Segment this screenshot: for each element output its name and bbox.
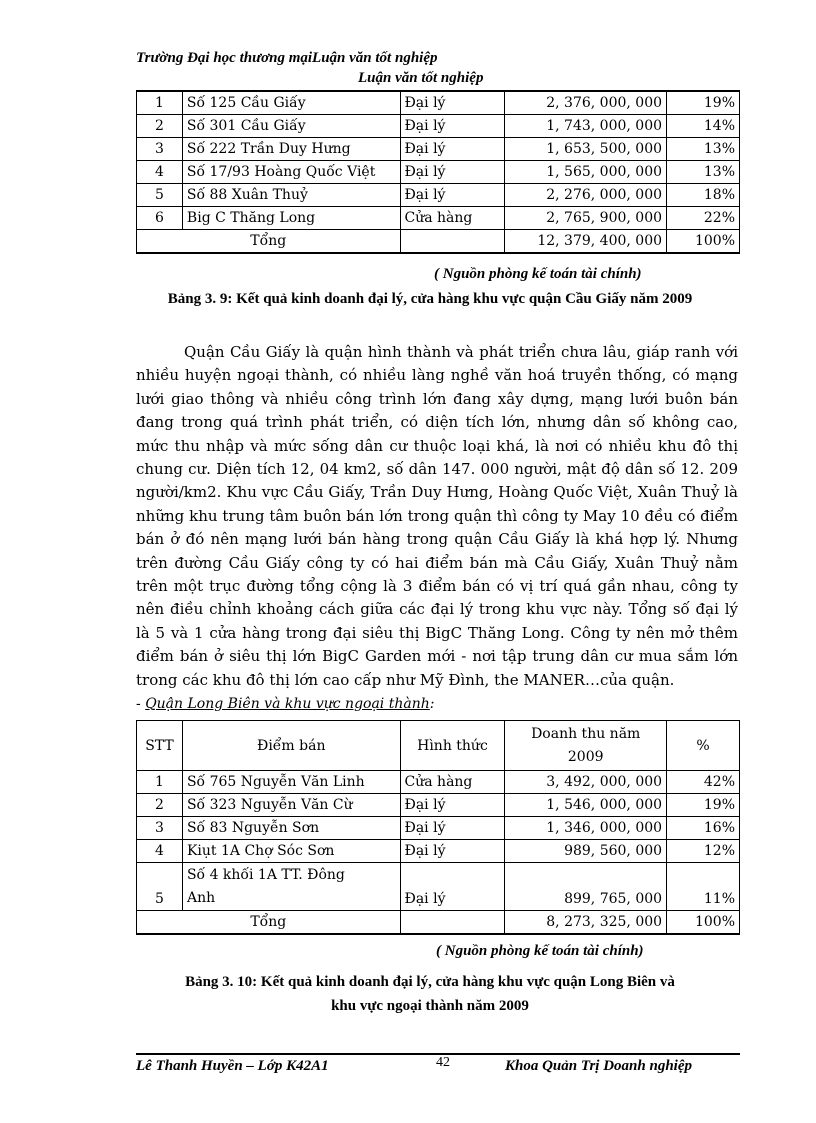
cell-amount: 2, 276, 000, 000 [505,184,667,207]
header-stt: STT [137,721,183,771]
table-total-row [137,911,740,935]
cell-place: Số 765 Nguyễn Văn Linh [182,771,400,794]
cell-amount: 1, 546, 000, 000 [505,794,667,817]
header-revenue-line1: Doanh thu năm [531,725,641,742]
cell-amount: 1, 565, 000, 000 [505,161,667,184]
table-row [137,817,740,840]
cell-place-line2: Anh [186,889,216,906]
footer-faculty: Khoa Quản Trị Doanh nghiệp [505,1058,693,1074]
cell-place: Số 323 Nguyễn Văn Cừ [182,794,400,817]
footer-author: Lê Thanh Huyền – Lớp K42A1 [136,1058,329,1074]
cell-place-line1: Số 4 khối 1A TT. Đông [186,866,345,883]
body-paragraph: Quận Cầu Giấy là quận hình thành và phát triển chưa lâu, giáp ranh với nhiều huyện ngoại thành, có nhiều làng nghề văn hoá truyền thống, có mạng lưới giao thông và nhiều công trình lớn đang xây dựng, mạng lưới buôn bán đang trong quá trình phát triển, có diện tích lớn, nhưng dân số không cao, mức thu nhập và mức sống dân cư thuộc loại khá, là nơi có nhiều khu đô thị chung cư. Diện tích 12, 04 km2, số dân 147. 000 người, mật độ dân số 12. 209 người/km2. Khu vực Cầu Giấy, Trần Duy Hưng, Hoàng Quốc Việt, Xuân Thuỷ là những khu trung tâm buôn bán lớn trong quận thì công ty May 10 đều có điểm bán ở đó nên mạng lưới bán hàng trong quận Cầu Giấy là khá hợp lý. Nhưng trên đường Cầu Giấy công ty có hai điểm bán mà Cầu Giấy, Xuân Thuỷ nằm trên một trục đường tổng cộng là 3 điểm bán có vị trí quá gần nhau, công ty nên điều chỉnh khoảng cách giữa các đại lý trong khu vực này. Tổng số đại lý là 5 và 1 cửa hàng trong đại siêu thị BigC Thăng Long. Công ty nên mở thêm điểm bán ở siêu thị lớn BigC Garden mới - nơi tập trung dân cư mua sắm lớn trong các khu đô thị lớn cao cấp như Mỹ Đình, the MANER…của quận. [136,343,738,689]
cell-place: Số 17/93 Hoàng Quốc Việt [182,161,400,184]
cell-place: Kiụt 1A Chợ Sóc Sơn [182,840,400,863]
total-percent: 100% [667,230,740,254]
cell-place: Big C Thăng Long [182,207,400,230]
table-header-row [137,721,740,771]
cell-form: Đại lý [400,161,505,184]
table1-source: ( Nguồn phòng kế toán tài chính) [434,266,642,282]
total-label: Tổng [137,911,401,935]
cell-stt: 6 [137,207,183,230]
header-place: Điểm bán [182,721,400,771]
cell-amount: 1, 346, 000, 000 [505,817,667,840]
cell-form: Đại lý [400,794,505,817]
cell-form: Đại lý [400,138,505,161]
cell-stt: 5 [137,863,183,911]
section-heading [136,696,434,712]
cell-amount: 2, 765, 900, 000 [505,207,667,230]
cell-percent: 18% [667,184,740,207]
cell-percent: 16% [667,817,740,840]
cell-stt: 2 [137,115,183,138]
cell-place: Số 125 Cầu Giấy [182,92,400,115]
cell-percent: 12% [667,840,740,863]
cell-form: Cửa hàng [400,207,505,230]
table-row [137,92,740,115]
cell-amount: 2, 376, 000, 000 [505,92,667,115]
table-row [137,840,740,863]
cell-place [182,863,400,911]
table-row [137,794,740,817]
cell-percent: 13% [667,161,740,184]
cell-percent: 11% [667,863,740,911]
cell-stt: 1 [137,92,183,115]
cell-stt: 1 [137,771,183,794]
total-amount: 12, 379, 400, 000 [505,230,667,254]
cell-percent: 19% [667,92,740,115]
table1-caption: Bảng 3. 9: Kết quả kinh doanh đại lý, cửa hàng khu vực quận Cầu Giấy năm 2009 [167,291,693,307]
cell-place: Số 222 Trần Duy Hưng [182,138,400,161]
cell-amount: 989, 560, 000 [505,840,667,863]
cell-amount: 899, 765, 000 [505,863,667,911]
header-form: Hình thức [400,721,505,771]
cell-percent: 19% [667,794,740,817]
table-row [137,184,740,207]
cell-amount: 1, 653, 500, 000 [505,138,667,161]
cell-percent: 13% [667,138,740,161]
table2-caption [100,970,760,1018]
cell-percent: 14% [667,115,740,138]
table2-source: ( Nguồn phòng kế toán tài chính) [436,943,644,959]
cell-stt: 5 [137,184,183,207]
section-title: Quận Long Biên và khu vực ngoại thành [145,696,430,712]
cell-place: Số 301 Cầu Giấy [182,115,400,138]
cell-form: Đại lý [400,817,505,840]
table-row [137,138,740,161]
header-percent: % [667,721,740,771]
table-total-row [137,230,740,254]
table-row [137,115,740,138]
header-thesis-title: Luận văn tốt nghiệp [358,70,484,86]
cell-form: Đại lý [400,92,505,115]
header-school-title: Trường Đại học thương mạiLuận văn tốt nghiệp [136,50,438,66]
cell-form: Đại lý [400,840,505,863]
cell-form: Đại lý [400,863,505,911]
cell-amount: 3, 492, 000, 000 [505,771,667,794]
table-long-bien [136,720,740,935]
table-row [137,161,740,184]
cell-place: Số 88 Xuân Thuỷ [182,184,400,207]
cell-percent: 22% [667,207,740,230]
cell-form: Cửa hàng [400,771,505,794]
total-empty [400,230,505,254]
cell-stt: 3 [137,817,183,840]
cell-stt: 4 [137,161,183,184]
cell-form: Đại lý [400,115,505,138]
table-row [137,207,740,230]
cell-stt: 3 [137,138,183,161]
table2-caption-line2: khu vực ngoại thành năm 2009 [331,998,529,1014]
table-cau-giay [136,91,740,254]
total-label: Tổng [137,230,401,254]
page-number: 42 [436,1055,450,1070]
table-row [137,771,740,794]
table2-caption-line1: Bảng 3. 10: Kết quả kinh doanh đại lý, cửa hàng khu vực quận Long Biên và [185,974,675,990]
cell-percent: 42% [667,771,740,794]
cell-amount: 1, 743, 000, 000 [505,115,667,138]
section-prefix: - [136,696,146,712]
section-suffix: : [429,696,435,712]
table-row [137,863,740,911]
total-percent: 100% [667,911,740,935]
cell-stt: 4 [137,840,183,863]
cell-form: Đại lý [400,184,505,207]
header-revenue-line2: 2009 [567,748,604,765]
total-amount: 8, 273, 325, 000 [505,911,667,935]
cell-place: Số 83 Nguyễn Sơn [182,817,400,840]
cell-stt: 2 [137,794,183,817]
header-revenue [505,721,667,771]
total-empty [400,911,505,935]
